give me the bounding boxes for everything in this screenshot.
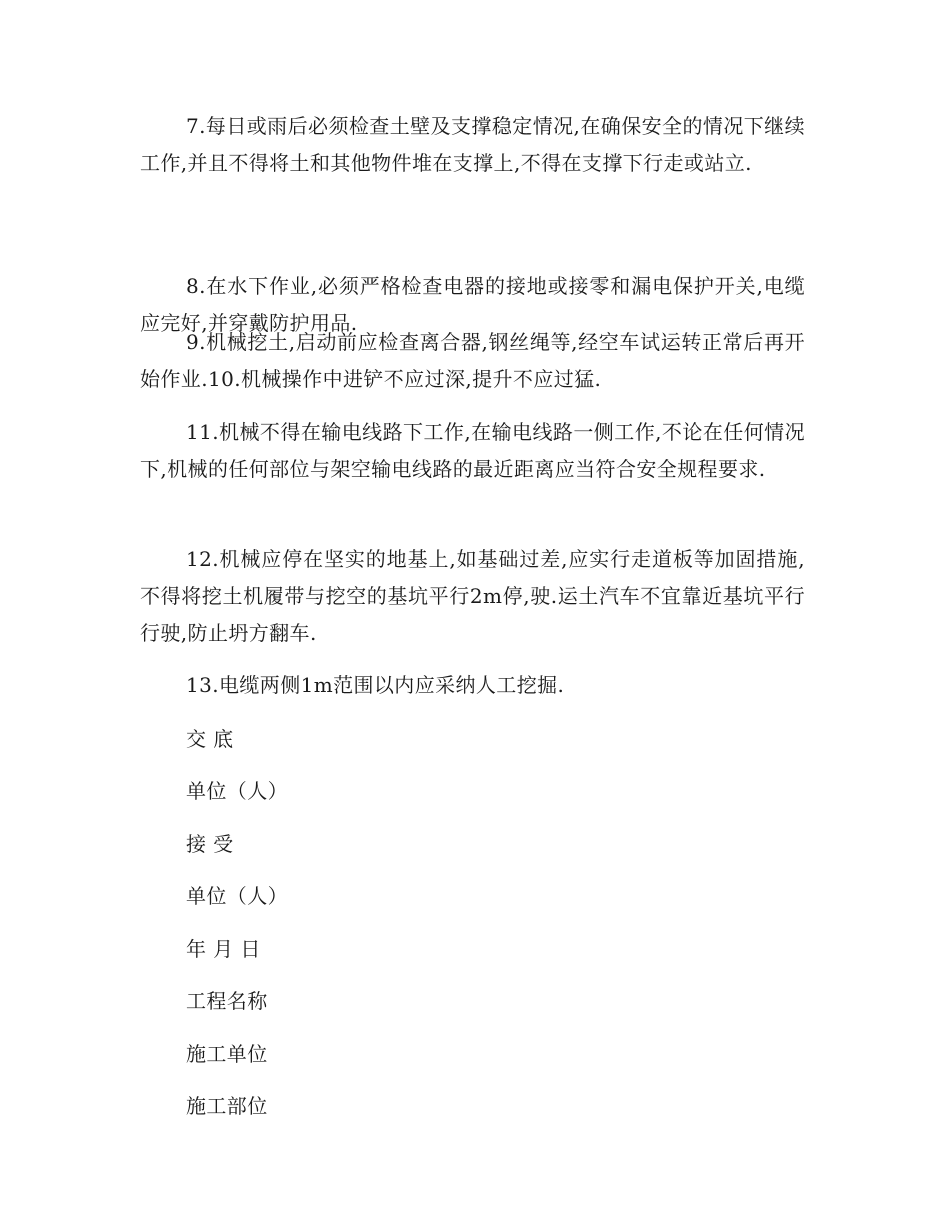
form-label-receiver: 接 受 — [186, 832, 234, 856]
paragraph-item-9-10: 9.机械挖土,启动前应检查离合器,钢丝绳等,经空车试运转正常后再开始作业.10.机械操作中进铲不应过深,提升不应过猛. — [140, 330, 805, 391]
form-label-construction-part: 施工部位 — [186, 1094, 268, 1118]
form-label-construction-unit: 施工单位 — [186, 1042, 268, 1066]
paragraph-item-7: 7.每日或雨后必须检查土壁及支撑稳定情况,在确保安全的情况下继续工作,并且不得将土和其他物件堆在支撑上,不得在支撑下行走或站立. — [140, 114, 805, 175]
paragraph-item-11: 11.机械不得在输电线路下工作,在输电线路一侧工作,不论在任何情况下,机械的任何部位与架空输电线路的最近距离应当符合安全规程要求. — [140, 420, 805, 481]
form-label-project-name: 工程名称 — [186, 989, 268, 1013]
form-label-date: 年 月 日 — [186, 937, 261, 961]
paragraph-item-13: 13.电缆两侧1m范围以内应采纳人工挖掘. — [186, 673, 565, 697]
paragraph-item-8: 8.在水下作业,必须严格检查电器的接地或接零和漏电保护开关,电缆应完好,并穿戴防护用品. — [140, 274, 805, 335]
form-label-handover-unit: 单位（人） — [186, 779, 288, 803]
form-label-handover: 交 底 — [186, 727, 234, 751]
form-label-receiver-unit: 单位（人） — [186, 884, 288, 908]
paragraph-item-12: 12.机械应停在坚实的地基上,如基础过差,应实行走道板等加固措施,不得将挖土机履带与挖空的基坑平行2m停,驶.运土汽车不宜靠近基坑平行行驶,防止坍方翻车. — [140, 547, 805, 645]
